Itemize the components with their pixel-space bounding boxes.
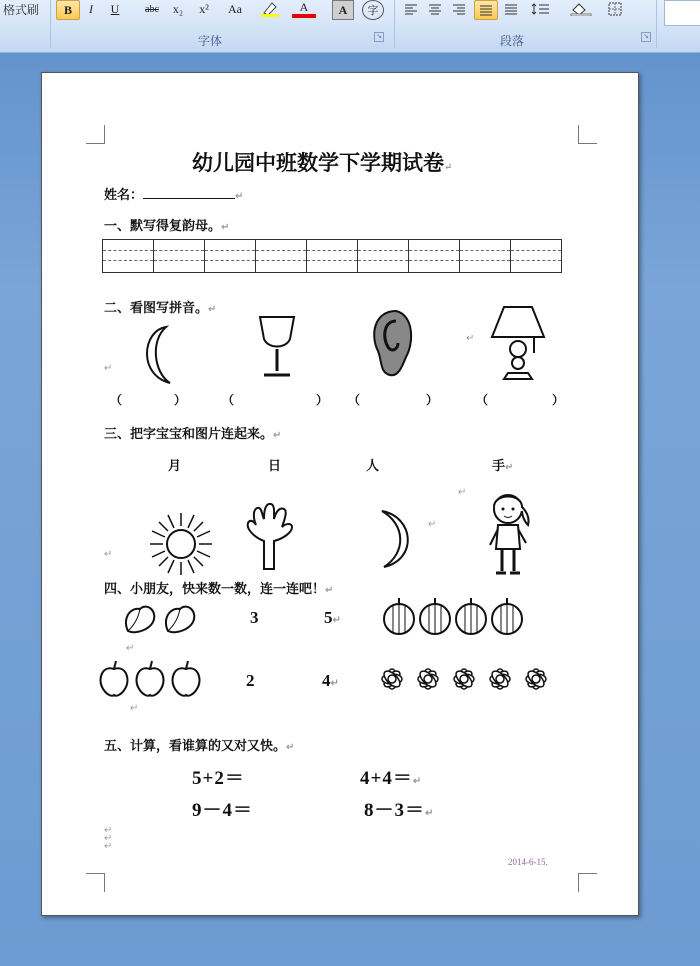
grid-cell[interactable]	[154, 240, 205, 273]
grid-cell[interactable]	[511, 240, 562, 273]
crop-mark	[86, 873, 105, 892]
ear-picture	[368, 307, 414, 379]
pumpkins-picture	[382, 595, 528, 637]
distributed-icon	[504, 3, 518, 15]
grid-cell[interactable]	[358, 240, 409, 273]
date-stamp: 2014-6-15.	[508, 857, 548, 867]
apples-picture	[98, 659, 208, 699]
pinyin-blank-close: ）	[552, 393, 565, 407]
font-dialog-launcher[interactable]: ↘	[374, 32, 384, 42]
align-center-icon	[428, 3, 442, 15]
justify-button[interactable]	[474, 0, 498, 20]
grid-cell[interactable]	[256, 240, 307, 273]
paragraph-mark: ↵	[466, 333, 475, 344]
number-4[interactable]: 4↵	[322, 671, 339, 690]
paragraph-mark: ↵	[126, 643, 135, 654]
equation-2[interactable]: 4+4＝↵	[360, 768, 423, 789]
paragraph-mark: ↵	[104, 549, 113, 560]
crop-mark	[86, 125, 105, 144]
moon-picture	[132, 323, 186, 387]
crop-mark	[578, 873, 597, 892]
ribbon-toolbar	[0, 0, 700, 53]
pinyin-blank-close: ）	[174, 393, 187, 407]
grid-cell[interactable]	[307, 240, 358, 273]
paragraph-dialog-launcher[interactable]: ↘	[641, 32, 651, 42]
subscript-button[interactable]: x₂	[172, 1, 184, 16]
highlighter-icon	[260, 1, 280, 17]
document-page	[41, 72, 639, 916]
change-case-button[interactable]: Aa	[228, 1, 242, 16]
borders-button[interactable]	[604, 0, 634, 18]
character-shou[interactable]: 手↵	[492, 459, 514, 474]
character-yue[interactable]: 月	[168, 459, 182, 474]
question-2-heading: 二、看图写拼音。↵	[104, 301, 217, 316]
hand-picture	[242, 501, 298, 571]
character-shading-button[interactable]: A	[332, 0, 354, 20]
paragraph-mark: ↵	[104, 363, 113, 374]
number-2[interactable]: 2	[246, 671, 255, 690]
align-left-button[interactable]	[402, 0, 420, 18]
equation-3[interactable]: 9－4＝	[192, 800, 254, 821]
question-4-heading: 四、小朋友，快来数一数，连一连吧！↵	[104, 582, 334, 597]
number-5[interactable]: 5↵	[324, 608, 341, 627]
align-center-button[interactable]	[426, 0, 444, 18]
character-ri[interactable]: 日	[268, 459, 282, 474]
highlight-button[interactable]	[256, 0, 284, 18]
wine-glass-picture	[254, 313, 300, 379]
bold-button[interactable]: B	[56, 0, 80, 20]
align-right-icon	[452, 3, 466, 15]
grid-cell[interactable]	[103, 240, 154, 273]
pinyin-blank-close: ）	[426, 393, 439, 407]
grid-cell[interactable]	[409, 240, 460, 273]
crescent-moon-picture	[362, 507, 418, 571]
ribbon-separator	[656, 0, 657, 48]
paragraph-mark: ↵	[458, 487, 467, 498]
pinyin-blank-close: ）	[316, 393, 329, 407]
italic-button[interactable]: I	[89, 1, 93, 16]
font-color-button[interactable]: A	[292, 0, 316, 18]
question-3-heading: 三、把字宝宝和图片连起来。↵	[104, 427, 282, 442]
underline-button[interactable]: U	[110, 1, 120, 16]
crop-mark	[578, 125, 597, 144]
question-5-heading: 五、计算，看谁算的又对又快。↵	[104, 739, 295, 754]
borders-icon	[607, 2, 631, 16]
superscript-button[interactable]: x²	[199, 1, 209, 16]
question-1-heading: 一、默写得复韵母。↵	[104, 219, 230, 234]
grid-cell[interactable]	[205, 240, 256, 273]
pinyin-blank-open: （	[348, 393, 361, 407]
pinyin-blank-open: （	[110, 393, 123, 407]
grid-cell[interactable]	[460, 240, 511, 273]
paint-bucket-icon	[569, 2, 595, 16]
pinyin-writing-grid[interactable]	[102, 239, 562, 273]
girl-picture	[484, 487, 538, 577]
pinyin-blank-open: （	[476, 393, 489, 407]
line-spacing-icon	[531, 2, 555, 16]
ribbon-separator	[50, 0, 51, 48]
strikethrough-button[interactable]: abc	[145, 3, 159, 15]
enclose-characters-button[interactable]: 字	[362, 0, 384, 20]
styles-gallery[interactable]	[664, 0, 700, 26]
shading-button[interactable]	[566, 0, 598, 18]
peaches-picture	[122, 601, 208, 637]
equation-4[interactable]: 8－3＝↵	[364, 800, 435, 821]
equation-1[interactable]: 5+2＝	[192, 768, 245, 789]
paragraph-group-label: 段落	[500, 34, 525, 48]
name-field[interactable]: 姓名： ↵	[104, 188, 244, 203]
document-title: 幼儿园中班数学下学期试卷↵	[192, 150, 453, 175]
ribbon-separator	[394, 0, 395, 48]
font-group-label: 字体	[198, 34, 223, 48]
paragraph-mark: ↵	[130, 703, 139, 714]
flowers-picture	[374, 661, 556, 697]
character-ren[interactable]: 人	[366, 459, 380, 474]
paragraph-mark: ↵	[428, 519, 437, 530]
sun-picture	[146, 509, 216, 579]
justify-icon	[479, 4, 493, 16]
number-3[interactable]: 3	[250, 608, 259, 627]
align-left-icon	[404, 3, 418, 15]
line-spacing-button[interactable]	[528, 0, 558, 18]
paragraph-mark: ↵ ↵ ↵	[104, 825, 113, 852]
lamp-picture	[488, 303, 548, 385]
distributed-button[interactable]	[502, 0, 520, 18]
pinyin-blank-open: （	[222, 393, 235, 407]
format-painter-button[interactable]: 格式刷	[2, 2, 39, 17]
align-right-button[interactable]	[450, 0, 468, 18]
